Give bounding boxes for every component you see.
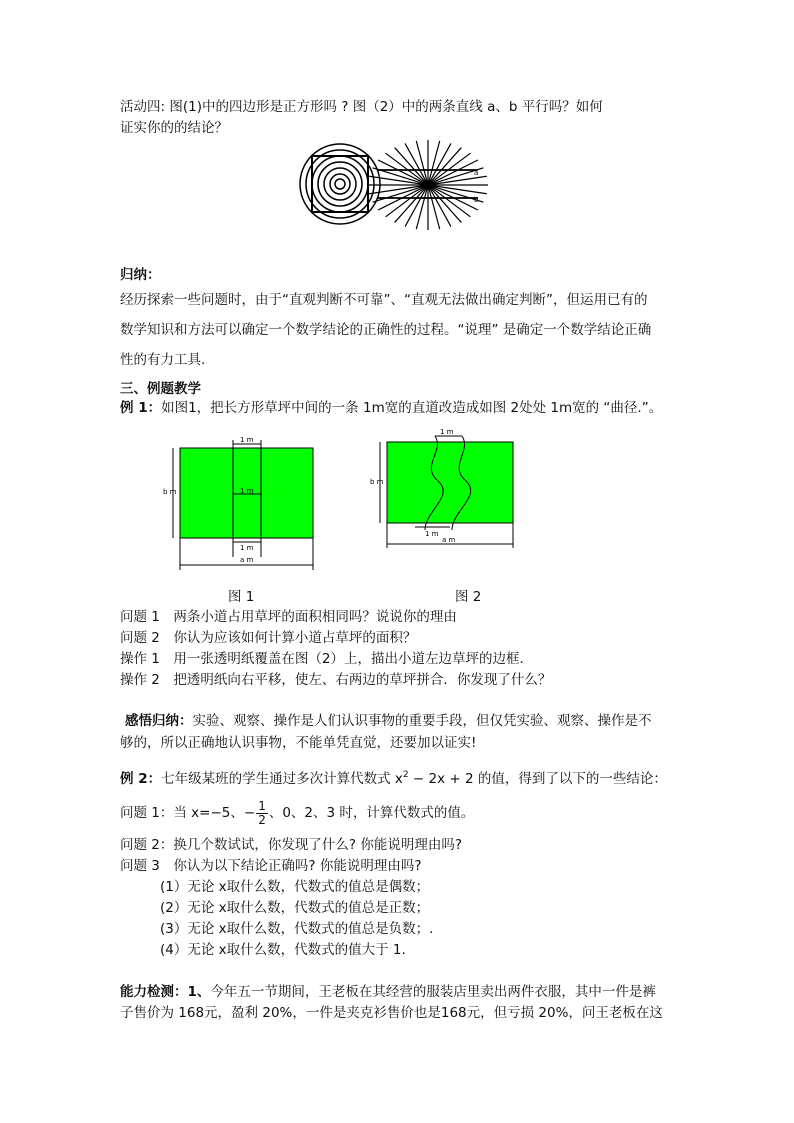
operation-1: 操作 1 用一张透明纸覆盖在图（2）上，描出小道左边草坪的边框． xyxy=(120,651,533,667)
conclusion-2: (2）无论 x取什么数，代数式的值总是正数； xyxy=(160,900,430,916)
example2-text-before: 七年级某班的学生通过多次计算代数式 x xyxy=(161,771,403,787)
reflection-line2: 够的，所以正确地认识事物，不能单凭直觉，还要加以证实! xyxy=(120,735,477,751)
figure-2 xyxy=(370,426,520,551)
example2-question2: 问题 2：换几个数试试，你发现了什么? 你能说明理由吗? xyxy=(120,837,463,853)
frac-den: 2 xyxy=(258,812,266,827)
example1-label: 例 1： xyxy=(120,400,162,416)
ability-line2: 子售价为 168元，盈利 20%，一件是夹克衫售价也是168元，但亏损 20%，问王老板在这 xyxy=(120,1005,663,1021)
conclusion-4: (4）无论 x取什么数，代数式的值大于 1. xyxy=(160,942,406,958)
fraction-one-half xyxy=(256,800,268,827)
question-1: 问题 1 两条小道占用草坪的面积相同吗？说说你的理由 xyxy=(120,609,457,625)
line-b-label: b xyxy=(474,196,479,204)
question-2: 问题 2 你认为应该如何计算小道占草坪的面积？ xyxy=(120,630,417,646)
radiating-lines-figure xyxy=(368,140,488,230)
section3-heading: 三、例题教学 xyxy=(120,381,201,397)
frac-num: 1 xyxy=(258,798,266,813)
concentric-circles-figure xyxy=(300,144,380,224)
example2-question1 xyxy=(120,796,474,830)
illusion-figure xyxy=(298,140,488,230)
q1-after: 、0、2、3 时，计算代数式的值。 xyxy=(268,805,475,821)
fig2-caption: 图 2 xyxy=(455,589,482,605)
example1-text: 如图1，把长方形草坪中间的一条 1m宽的直道改造成如图 2处处 1m宽的 “曲径.”。 xyxy=(161,400,663,416)
fig1-1m-mid: 1 m xyxy=(240,487,254,495)
summary-line3: 性的有力工具. xyxy=(120,352,206,368)
activity4-line2: 证实你的的结论？ xyxy=(120,120,228,136)
ability-text1: 今年五一节期间，王老板在其经营的服装店里卖出两件衣服，其中一件是裤 xyxy=(210,984,656,1000)
line-a-label: a xyxy=(474,169,479,177)
ability-line1 xyxy=(120,983,656,1001)
conclusion-1: (1）无论 x取什么数，代数式的值总是偶数； xyxy=(160,879,430,895)
example1-line xyxy=(120,399,662,417)
fig2-1m-top: 1 m xyxy=(440,428,454,436)
q1-before: 问题 1：当 x=−5、− xyxy=(120,805,256,821)
fig2-bm: b m xyxy=(370,478,384,486)
reflection-line1 xyxy=(125,712,652,730)
summary-line2: 数学知识和方法可以确定一个数学结论的正确性的过程。“说理” 是确定一个数学结论正确 xyxy=(120,322,652,338)
fig1-caption: 图 1 xyxy=(228,589,255,605)
fig1-1m-top: 1 m xyxy=(240,436,254,444)
summary-line1: 经历探索一些问题时，由于“直观判断不可靠”、“直观无法做出确定判断”，但运用已有的 xyxy=(120,292,648,308)
reflection-text1: 实验、观察、操作是人们认识事物的重要手段，但仅凭实验、观察、操作是不 xyxy=(192,713,652,729)
figure-1 xyxy=(163,432,333,577)
example2-line xyxy=(120,766,667,788)
fig2-am: a m xyxy=(442,536,456,544)
fig1-am: a m xyxy=(240,556,254,564)
lawn-rect-2 xyxy=(387,442,513,523)
ability-heading: 能力检测：1、 xyxy=(120,984,211,1000)
fig2-1m-bottom: 1 m xyxy=(425,530,439,538)
activity4-line1: 活动四: 图(1)中的四边形是正方形吗 ? 图（2）中的两条直线 a、b 平行吗？如何 xyxy=(120,99,603,115)
reflection-heading: 感悟归纳： xyxy=(125,713,193,729)
example2-exponent: 2 xyxy=(402,770,409,780)
fig1-1m-bottom: 1 m xyxy=(240,544,254,552)
conclusion-3: (3）无论 x取什么数，代数式的值总是负数；. xyxy=(160,921,434,937)
example2-question3: 问题 3 你认为以下结论正确吗? 你能说明理由吗? xyxy=(120,858,422,874)
example2-text-after: − 2x + 2 的值，得到了以下的一些结论： xyxy=(408,771,667,787)
summary-heading: 归纳： xyxy=(120,267,161,283)
fig1-bm: b m xyxy=(163,488,177,496)
operation-2: 操作 2 把透明纸向右平移，使左、右两边的草坪拼合．你发现了什么？ xyxy=(120,672,552,688)
example2-label: 例 2： xyxy=(120,771,162,787)
